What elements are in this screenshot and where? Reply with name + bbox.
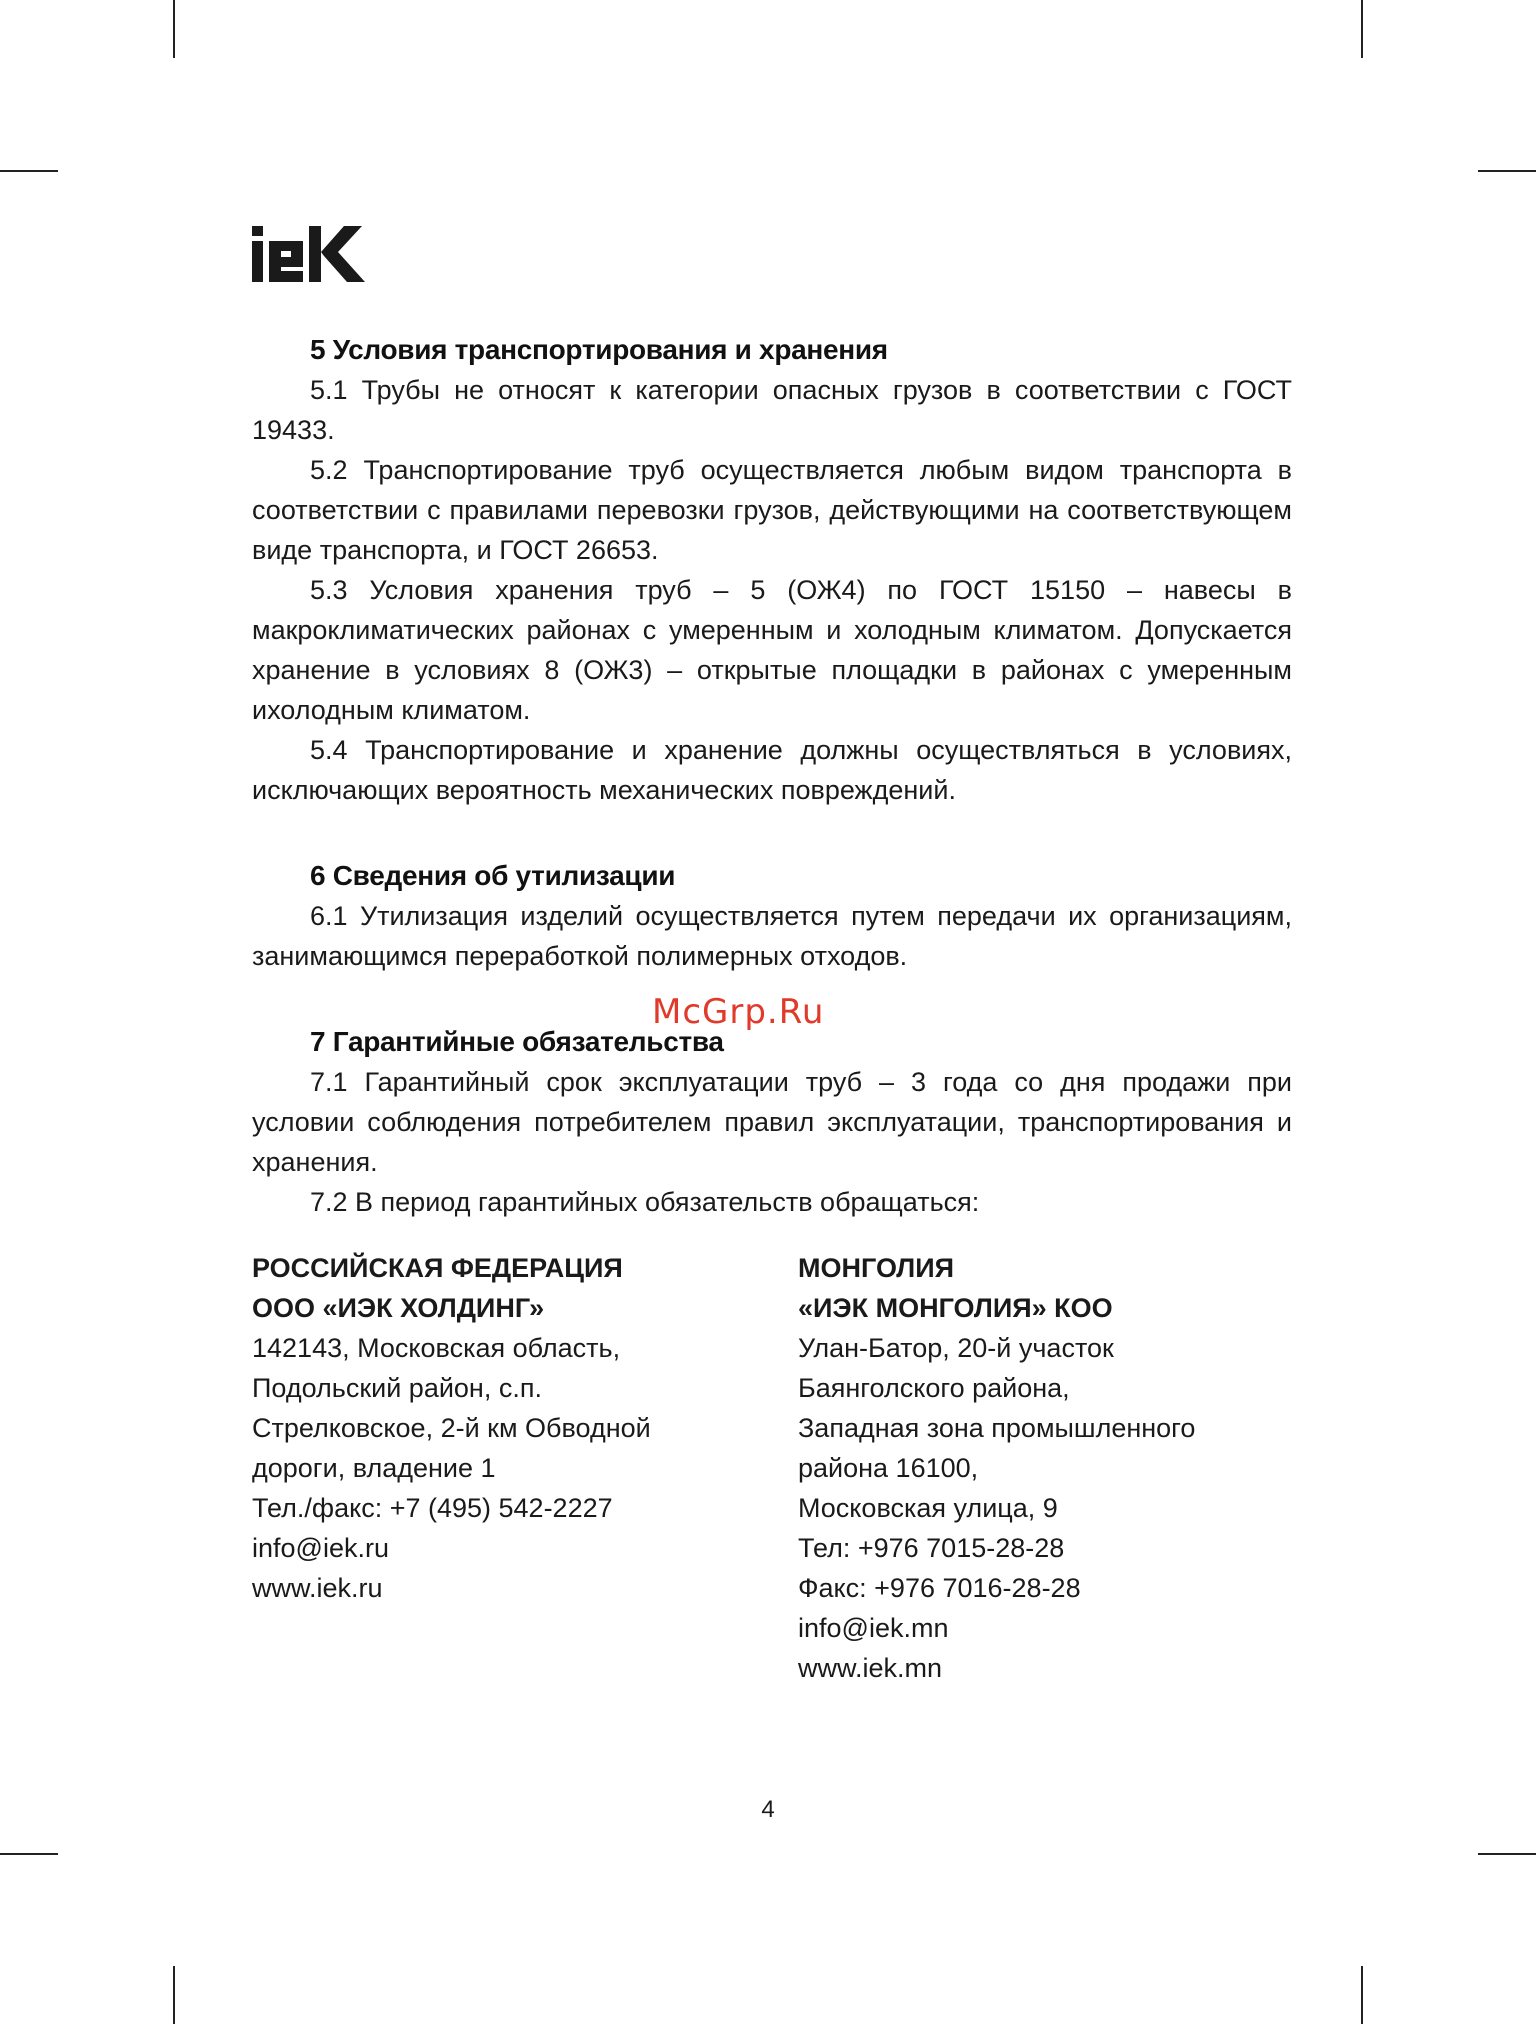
contact-fax: Факс: +976 7016-28-28 — [798, 1573, 1081, 1603]
contact-email: info@iek.mn — [798, 1613, 949, 1643]
crop-mark — [173, 1966, 175, 2024]
section-warranty — [252, 1022, 1292, 1222]
contact-russia — [252, 1248, 732, 1608]
contact-line: дороги, владение 1 — [252, 1453, 496, 1483]
section-disposal — [252, 856, 1292, 976]
contact-email: info@iek.ru — [252, 1533, 389, 1563]
paragraph: 7.2 В период гарантийных обязательств обращаться: — [310, 1187, 980, 1217]
watermark: McGrp.Ru — [652, 992, 825, 1032]
crop-mark — [0, 1853, 58, 1855]
contact-line: Баянголского района, — [798, 1373, 1070, 1403]
contact-line: района 16100, — [798, 1453, 979, 1483]
paragraph: 6.1 Утилизация изделий осуществляется путем передачи их организациям, занимающимся переработкой полимерных отходов. — [252, 901, 1292, 971]
section-heading: 5 Условия транспортирования и хранения — [310, 334, 888, 365]
contact-line: Улан-Батор, 20-й участок — [798, 1333, 1114, 1363]
section-transport-storage — [252, 330, 1292, 810]
document-body — [252, 330, 1292, 1268]
contact-line: Московская улица, 9 — [798, 1493, 1058, 1523]
paragraph: 5.1 Трубы не относят к категории опасных грузов в соответствии с ГОСТ 19433. — [252, 375, 1292, 445]
contact-line: Западная зона промышленного — [798, 1413, 1196, 1443]
crop-mark — [173, 0, 175, 58]
page-number: 4 — [761, 1796, 775, 1823]
contact-line: Подольский район, с.п. — [252, 1373, 542, 1403]
crop-mark — [1361, 0, 1363, 58]
contact-line: Стрелковское, 2-й км Обводной — [252, 1413, 651, 1443]
crop-mark — [1361, 1966, 1363, 2024]
crop-mark — [1478, 1853, 1536, 1855]
section-heading: 7 Гарантийные обязательства — [310, 1026, 724, 1057]
iek-logo — [252, 226, 368, 282]
contact-company: «ИЭК МОНГОЛИЯ» КОО — [798, 1293, 1113, 1323]
contact-country: РОССИЙСКАЯ ФЕДЕРАЦИЯ — [252, 1253, 623, 1283]
paragraph: 5.2 Транспортирование труб осуществляется любым видом транспорта в соответствии с правилами перевозки грузов, действующими на соответствующем виде транспорта, и ГОСТ 26653. — [252, 455, 1292, 565]
paragraph: 7.1 Гарантийный срок эксплуатации труб – 3 года со дня продажи при условии соблюдения потребителем правил эксплуатации, транспортирования и хранения. — [252, 1067, 1292, 1177]
contact-phone: Тел: +976 7015-28-28 — [798, 1533, 1065, 1563]
contact-line: 142143, Московская область, — [252, 1333, 621, 1363]
paragraph: 5.4 Транспортирование и хранение должны осуществляться в условиях, исключающих вероятность механических повреждений. — [252, 735, 1292, 805]
section-heading: 6 Сведения об утилизации — [310, 860, 676, 891]
contact-country: МОНГОЛИЯ — [798, 1253, 955, 1283]
crop-mark — [1478, 170, 1536, 172]
contact-website: www.iek.mn — [798, 1653, 943, 1683]
contact-website: www.iek.ru — [252, 1573, 383, 1603]
crop-mark — [0, 170, 58, 172]
paragraph: 5.3 Условия хранения труб – 5 (ОЖ4) по ГОСТ 15150 – навесы в макроклиматических районах с умеренным и холодным климатом. Допускается хранение в условиях 8 (ОЖ3) – открытые площадки в районах с умеренным ихолодным климатом. — [252, 575, 1292, 725]
contact-phone: Тел./факс: +7 (495) 542-2227 — [252, 1493, 613, 1523]
contact-company: ООО «ИЭК ХОЛДИНГ» — [252, 1293, 545, 1323]
contact-mongolia — [798, 1248, 1278, 1688]
